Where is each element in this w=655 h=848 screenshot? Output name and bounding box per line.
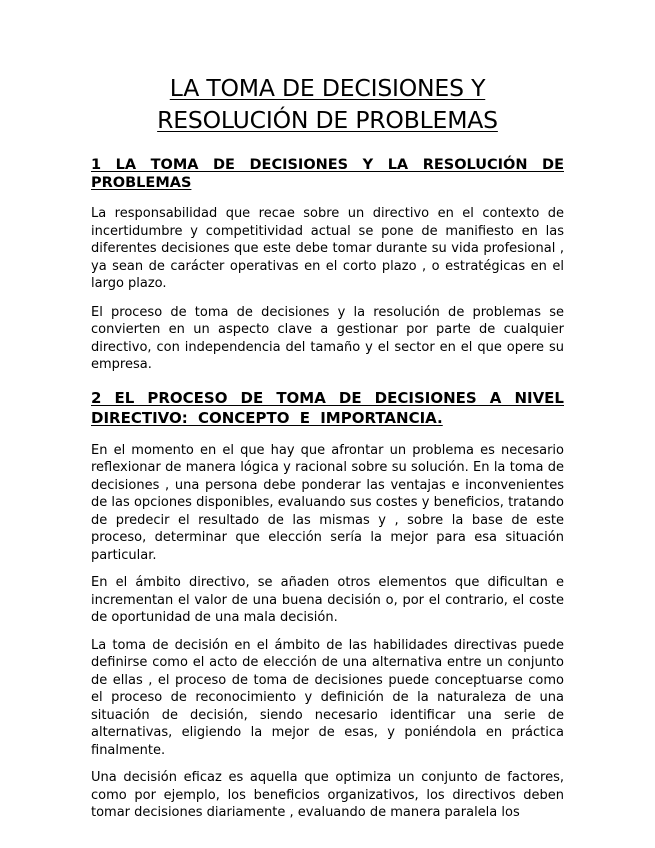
section-2-paragraph-3: La toma de decisión en el ámbito de las habilidades directivas puede definirse como el acto de elección de una alternativa entre un conjunto de ellas , el proceso de toma de decisiones puede conceptuarse como el proceso de reconocimiento y definición de la naturaleza de una situación de decisión, siendo necesario identificar una serie de alternativas, eligiendo la mejor de esas, y poniéndola en práctica finalmente. xyxy=(91,637,564,758)
section-2-paragraph-4: Una decisión eficaz es aquella que optimiza un conjunto de factores, como por ejemplo, los beneficios organizativos, los directivos deben tomar decisiones diariamente , evaluando de manera paralela los xyxy=(91,770,564,820)
section-1-heading xyxy=(91,156,564,192)
document-title-line-1: LA TOMA DE DECISIONES Y xyxy=(169,74,486,102)
section-1-paragraph-1: La responsabilidad que recae sobre un directivo en el contexto de incertidumbre y competitividad actual se pone de manifiesto en las diferentes decisiones que este debe tomar durante su vida profesional , ya sean de carácter operativas en el corto plazo , o estratégicas en el largo plazo. xyxy=(91,206,564,291)
section-1-paragraph-2: El proceso de toma de decisiones y la resolución de problemas se convierten en un aspecto clave a gestionar por parte de cualquier directivo, con independencia del tamaño y el sector en el que opere su empresa. xyxy=(91,304,564,372)
section-2-paragraph-1: En el momento en el que hay que afrontar un problema es necesario reflexionar de manera lógica y racional sobre su solución. En la toma de decisiones , una persona debe ponderar las ventajas e inconvenientes de las opciones disponibles, evaluando sus costes y beneficios, tratando de predecir el resultado de las mismas y , sobre la base de este proceso, determinar que elección sería la mejor para esa situación particular. xyxy=(91,442,564,563)
document-title-line-2: RESOLUCIÓN DE PROBLEMAS xyxy=(157,106,498,134)
document-title xyxy=(91,72,564,136)
document-page xyxy=(91,72,564,822)
section-2-heading-text: 2 EL PROCESO DE TOMA DE DECISIONES A NIVEL DIRECTIVO: CONCEPTO E IMPORTANCIA. xyxy=(91,388,564,427)
section-2-paragraph-2: En el ámbito directivo, se añaden otros elementos que dificultan e incrementan el valor de una buena decisión o, por el contrario, el coste de oportunidad de una mala decisión. xyxy=(91,575,564,625)
section-2-heading xyxy=(91,388,564,428)
section-1-heading-text: 1 LA TOMA DE DECISIONES Y LA RESOLUCIÓN DE PROBLEMAS xyxy=(91,157,564,191)
